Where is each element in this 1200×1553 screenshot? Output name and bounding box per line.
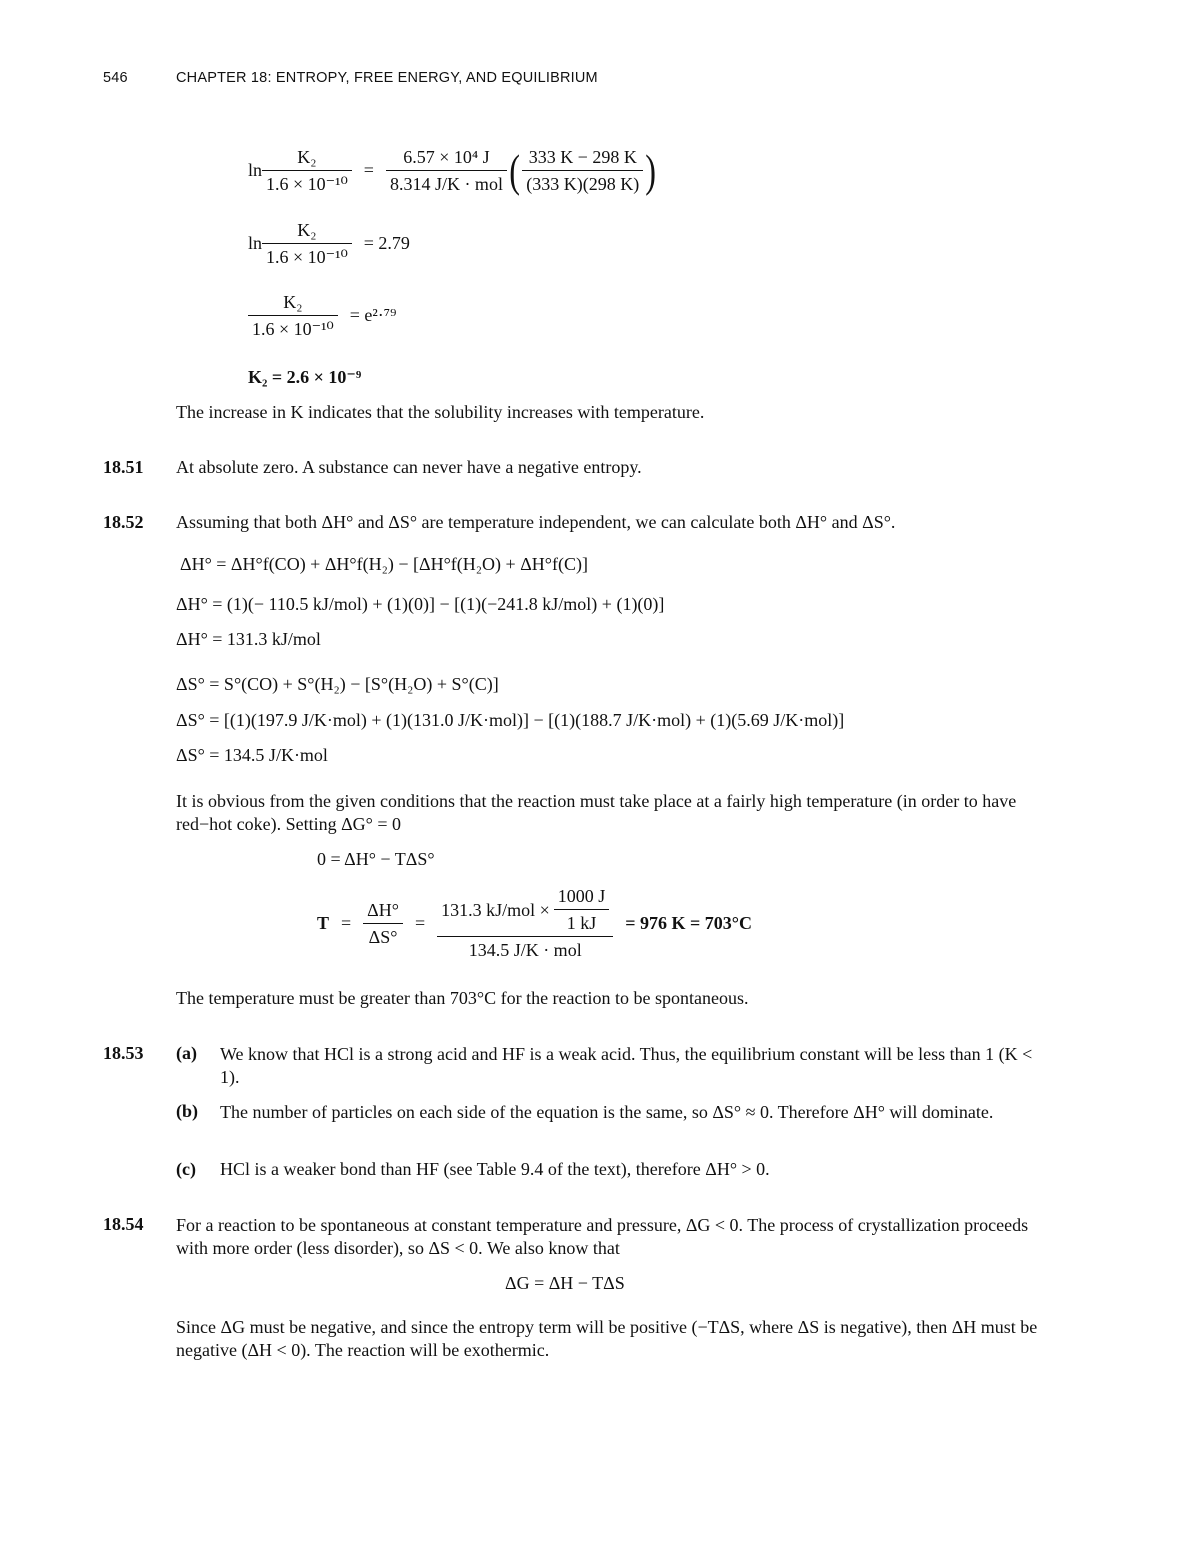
fraction-dh-ds (363, 898, 403, 949)
fraction-unit-conversion (437, 884, 613, 962)
frac-den: (333 K)(298 K) (526, 174, 640, 194)
temperature-equation (317, 884, 752, 962)
conclusion: The temperature must be greater than 703°C for the reaction to be spontaneous. (176, 988, 749, 1008)
frac-num: K₂ (262, 218, 352, 244)
fraction-kj-to-j (554, 884, 610, 935)
page-number: 546 (103, 70, 128, 86)
part-text-b: The number of particles on each side of the equation is the same, so ΔS° ≈ 0. Therefore ΔH° will dominate. (220, 1102, 994, 1122)
problem-label: 18.54 (103, 1214, 144, 1234)
enthalpy-eq-1: ΔH° = ΔH°f(CO) + ΔH°f(H₂) − [ΔH°f(H₂O) + ΔH°f(C)] (180, 554, 588, 574)
fraction-k2 (248, 290, 338, 341)
problem-text: For a reaction to be spontaneous at constant temperature and pressure, ΔG < 0. The process of crystallization proceeds with more order (less disorder), so ΔS < 0. We also know that (176, 1215, 1029, 1258)
equals-sign: = (363, 160, 374, 180)
equation-k2-exp (248, 290, 396, 341)
zero-equation: 0 = ΔH° − TΔS° (317, 849, 435, 869)
equals-sign: = (414, 912, 426, 933)
temperature-result: = 976 K = 703°C (625, 912, 753, 933)
fraction-temperature (522, 145, 643, 196)
frac-num: K₂ (262, 145, 352, 171)
rhs: = e²·⁷⁹ (349, 305, 397, 325)
left-paren: ( (509, 144, 520, 196)
entropy-eq-1: ΔS° = S°(CO) + S°(H₂) − [S°(H₂O) + S°(C)] (176, 674, 499, 694)
problem-text: At absolute zero. A substance can never have a negative entropy. (176, 457, 642, 477)
right-paren: ) (645, 144, 657, 196)
frac-den: 8.314 J/K · mol (389, 174, 503, 194)
problem-label: 18.52 (103, 512, 144, 532)
fraction-energy (386, 145, 507, 196)
frac-num: K₂ (248, 290, 338, 316)
frac-den: 1 kJ (566, 913, 597, 933)
frac-num: 6.57 × 10⁴ J (386, 145, 507, 171)
problem-label: 18.51 (103, 457, 144, 477)
frac-num (437, 884, 613, 937)
k2-result: K₂ = 2.6 × 10⁻⁹ (248, 367, 362, 387)
enthalpy-eq-2: ΔH° = (1)(− 110.5 kJ/mol) + (1)(0)] − [(1)(−241.8 kJ/mol) + (1)(0)] (176, 594, 665, 614)
part-label-b: (b) (176, 1101, 198, 1121)
frac-num: 1000 J (554, 884, 610, 910)
part-label-a: (a) (176, 1043, 197, 1063)
fraction-k2 (262, 218, 352, 269)
problem-conclusion: Since ΔG must be negative, and since the entropy term will be positive (−TΔS, where ΔS is negative), then ΔH must be negative (ΔH < 0). The reaction will be exothermic. (176, 1317, 1038, 1360)
fraction-k2 (262, 145, 352, 196)
entropy-eq-3: ΔS° = 134.5 J/K·mol (176, 745, 328, 765)
entropy-eq-2: ΔS° = [(1)(197.9 J/K·mol) + (1)(131.0 J/K·mol)] − [(1)(188.7 J/K·mol) + (1)(5.69 J/K·mol)] (176, 710, 845, 730)
equation-ln-k2-value (248, 218, 410, 269)
enthalpy-eq-3: ΔH° = 131.3 kJ/mol (176, 629, 321, 649)
frac-den: ΔS° (368, 926, 398, 947)
ln-prefix: ln (248, 160, 263, 180)
chapter-title: CHAPTER 18: ENTROPY, FREE ENERGY, AND EQUILIBRIUM (176, 70, 598, 86)
frac-num: ΔH° (363, 898, 403, 924)
problem-label: 18.53 (103, 1043, 144, 1063)
frac-den: 1.6 × 10⁻¹⁰ (252, 319, 334, 339)
frac-den: 134.5 J/K · mol (468, 940, 582, 960)
gibbs-equation: ΔG = ΔH − TΔS (505, 1273, 625, 1293)
rhs: = 2.79 (363, 233, 410, 253)
part-text-a: We know that HCl is a strong acid and HF is a weak acid. Thus, the equilibrium constant will be less than 1 (K < 1). (220, 1044, 1033, 1087)
ln-prefix: ln (248, 233, 263, 253)
obvious-paragraph: It is obvious from the given conditions that the reaction must take place at a fairly high temperature (in order to have red−hot coke). Setting ΔG° = 0 (176, 791, 1017, 834)
t-symbol: T (317, 912, 330, 933)
equation-ln-k2-full (248, 145, 659, 196)
part-label-c: (c) (176, 1159, 196, 1179)
frac-den: 1.6 × 10⁻¹⁰ (266, 174, 348, 194)
solubility-note: The increase in K indicates that the solubility increases with temperature. (176, 402, 705, 422)
frac-den: 1.6 × 10⁻¹⁰ (266, 247, 348, 267)
equals-sign: = (341, 912, 352, 933)
numerator-text: 131.3 kJ/mol × (441, 899, 550, 920)
problem-intro: Assuming that both ΔH° and ΔS° are temperature independent, we can calculate both ΔH° and ΔS°. (176, 512, 896, 532)
frac-num: 333 K − 298 K (522, 145, 643, 171)
part-text-c: HCl is a weaker bond than HF (see Table 9.4 of the text), therefore ΔH° > 0. (220, 1159, 770, 1179)
